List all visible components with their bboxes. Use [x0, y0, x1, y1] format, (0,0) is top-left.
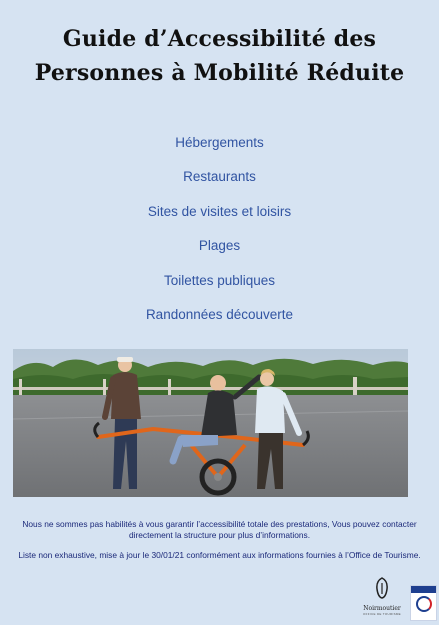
menu-item-plages[interactable]: Plages [198, 238, 241, 254]
page-title [0, 22, 439, 90]
photo-joelette-outing-icon [13, 349, 408, 497]
menu-item-toilettes-publiques[interactable]: Toilettes publiques [163, 272, 276, 288]
noirmoutier-name: Noirmoutier [363, 605, 401, 612]
title-line-2: Personnes à Mobilité Réduite [34, 60, 405, 86]
qualite-q-icon [416, 596, 432, 612]
noirmoutier-logo [362, 577, 402, 621]
menu-item-sites-visites-loisirs[interactable]: Sites de visites et loisirs [147, 203, 292, 219]
menu-item-randonnees-decouverte[interactable]: Randonnées découverte [145, 306, 294, 322]
disclaimer-text: Nous ne sommes pas habilités à vous garantir l’accessibilité totale des prestations, Vous pouvez contacter directement la structure pour plus d’informations. [22, 519, 417, 540]
qualite-tourisme-logo [410, 585, 437, 621]
title-line-1: Guide d’Accessibilité des [62, 26, 377, 52]
update-note: Liste non exhaustive, mise à jour le 30/01/21 conformément aux informations fournies à l’Office de Tourisme. [18, 550, 421, 560]
category-menu [0, 131, 439, 337]
disclaimer [16, 519, 423, 561]
joelette-photo [13, 349, 408, 497]
noirmoutier-sub: OFFICE DE TOURISME [363, 612, 401, 616]
noirmoutier-emblem-icon [374, 577, 390, 599]
menu-item-hebergements[interactable]: Hébergements [175, 135, 264, 150]
menu-item-restaurants[interactable]: Restaurants [183, 169, 256, 185]
